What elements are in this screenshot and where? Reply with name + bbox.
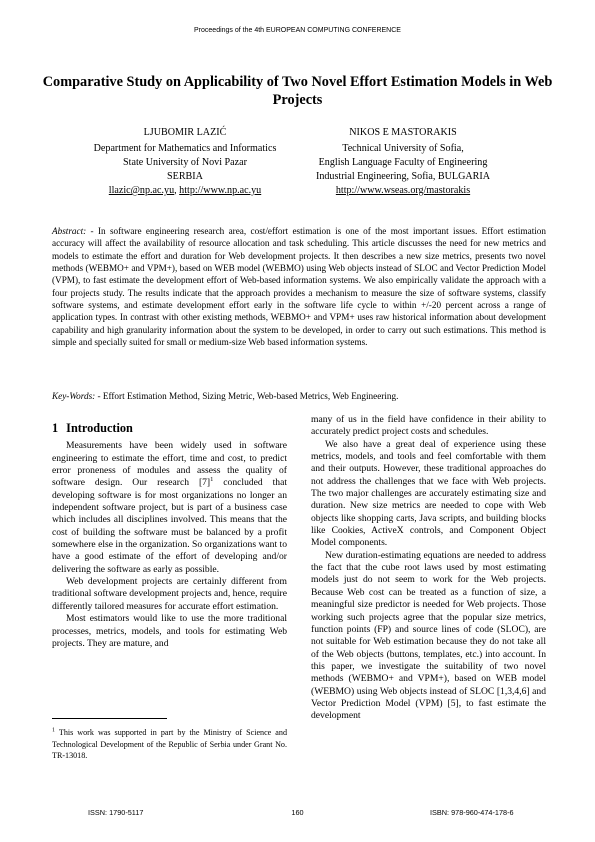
affiliation-line: Industrial Engineering, Sofia, BULGARIA xyxy=(315,171,491,182)
affiliation-line: State University of Novi Pazar xyxy=(123,157,247,168)
keywords-label: Key-Words: xyxy=(52,391,96,401)
page-number: 160 xyxy=(291,808,304,817)
footer-isbn: ISBN: 978-960-474-178-6 xyxy=(430,808,514,817)
abstract-label: Abstract: xyxy=(52,226,87,236)
right-column xyxy=(311,414,546,723)
author-website-link[interactable]: http://www.np.ac.yu xyxy=(179,185,262,196)
keywords-text: - Effort Estimation Method, Sizing Metric, Web-based Metrics, Web Engineering. xyxy=(95,391,399,401)
section-title: Introduction xyxy=(66,421,133,435)
footnote-divider xyxy=(52,718,167,719)
author-website-link[interactable]: http://www.wseas.org/mastorakis xyxy=(335,185,471,196)
paper-title: Comparative Study on Applicability of Two Novel Effort Estimation Models in Web Projects xyxy=(42,74,553,108)
running-head: Proceedings of the 4th EUROPEAN COMPUTING CONFERENCE xyxy=(194,27,401,34)
contact-separator: , xyxy=(174,185,180,196)
footnote xyxy=(52,727,287,762)
abstract-text: - In software engineering research area, cost/effort estimation is one of the most important issues. Effort estimation accuracy will affect the availability of resource allocation and task scheduling. This article discusses the need for new metrics and models to estimate the effort and duration for Web development projects. It then describes a new size metrics, presents two novel methods (WEBMO+ and VPM+), based on WEB model (WEBMO) using Web objects instead of SLOC and Vector Prediction Model (VPM), to fast estimate the development effort of Web-based information systems. We also empirically validate the approach with a four projects study. The results indicate that the approach provides a mechanism to measure the size of software systems, classify software systems, and estimate development effort early in the software life cycle to within +/-20 percent across a range of application types. In contrast with other existing methods, WEBMO+ and VPM+ uses raw historical information about development capability and high granularity information about the system to be developed, in order to carry out such estimations. This method is simple and specially suited for small or medium-size Web based information systems. xyxy=(52,226,546,348)
author-name: NIKOS E MASTORAKIS xyxy=(349,127,457,138)
paragraph: We also have a great deal of experience using these metrics, models, and tools and feel comfortable with them and their outputs. However, these traditional approaches do not address the challenges that we face with Web projects. The two major challenges are accurately estimating size and duration. New size metrics are needed to cope with Web objects like shopping carts, Java scripts, and building blocks like Cookies, ActiveX controls, and Component Object Model components. xyxy=(311,438,546,549)
affiliation-line: English Language Faculty of Engineering xyxy=(318,157,488,168)
footer-issn: ISSN: 1790-5117 xyxy=(88,808,144,817)
left-column xyxy=(52,419,287,650)
affiliation-line: Technical University of Sofia, xyxy=(342,143,464,154)
paragraph xyxy=(52,440,287,576)
paragraph: Web development projects are certainly different from traditional software development projects and, hence, require differently tailored measures for accurate effort estimation. xyxy=(52,576,287,612)
paragraph: Most estimators would like to use the more traditional processes, metrics, models, and tools for estimating Web projects. They are mature, and xyxy=(52,613,287,649)
affiliation-line: Department for Mathematics and Informatics xyxy=(93,143,277,154)
section-heading xyxy=(52,422,287,434)
paragraph: New duration-estimating equations are needed to address the fact that the cube root laws used by most estimating models just do not seem to work for the Web projects. Because Web cost can be treated as a function of size, a meaningful size predictor is needed for Web projects. Those working such projects agree that the popular size metrics, function points (FP) and source lines of code (SLOC), are not suitable for Web estimation because they do not take all of the Web objects (buttons, templates, etc.) into account. In this paper, we investigate the suitability of two novel methods (WEBMO+ and VPM+), based on WEB model (WEBMO) using Web objects instead of SLOC [1,3,4,6] and Vector Prediction Model (VPM) [5], to fast estimate the development xyxy=(311,549,546,722)
section-number: 1 xyxy=(52,421,59,435)
footnote-text: This work was supported in part by the Ministry of Science and Technological Development of the Republic of Serbia under Grant No. TR-13018. xyxy=(52,728,287,760)
author-email-link[interactable]: llazic@np.ac.yu xyxy=(108,185,175,196)
author-name: LJUBOMIR LAZIĆ xyxy=(143,127,227,138)
author-block-right xyxy=(268,126,538,198)
affiliation-line: SERBIA xyxy=(167,171,203,182)
footnote-mark: 1 xyxy=(52,727,55,734)
footnote-marker: 1 xyxy=(210,476,214,484)
paragraph: many of us in the field have confidence in their ability to accurately predict project costs and schedules. xyxy=(311,414,546,438)
paragraph-text: Measurements have been widely used in software engineering to estimate the effort, time and cost, to predict error proneness of modules and assess the quality of software design. Our research [7] xyxy=(52,440,287,489)
paragraph-text: concluded that developing software is for most organizations no longer an independent software project, but is part of a business case which includes all disciplines involved. This means that the cost of building the software must be balanced by a profit somewhere else in the organization. So organizations want to have a good estimate of the effort of developing and/or delivering the software as early as possible. xyxy=(52,477,287,575)
abstract xyxy=(52,225,546,348)
keywords xyxy=(52,390,546,402)
